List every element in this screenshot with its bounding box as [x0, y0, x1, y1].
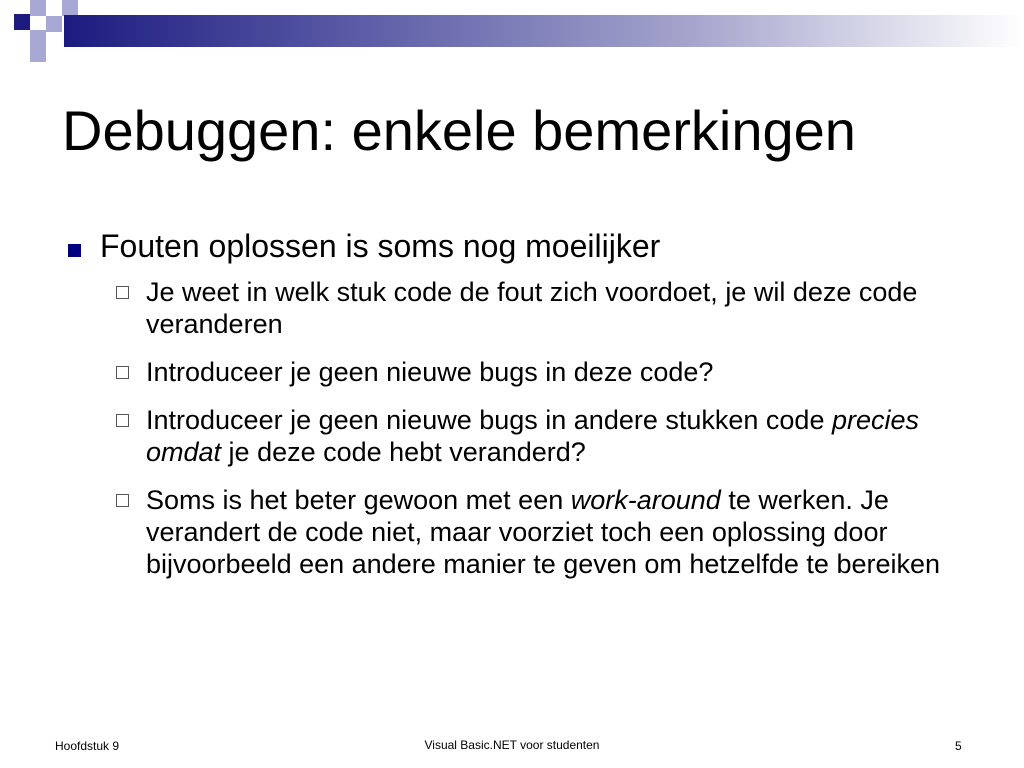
sub-bullet-emphasis: work-around [570, 485, 721, 515]
sub-bullet [62, 356, 962, 388]
sub-bullet [62, 276, 962, 340]
sub-bullet [62, 484, 962, 580]
sub-bullet-text: Soms is het beter gewoon met een [146, 485, 571, 515]
deco-square-light [46, 16, 62, 32]
sub-bullet-text: Je weet in welk stuk code de fout zich voordoet, je wil deze code veranderen [146, 277, 918, 339]
main-bullet [62, 226, 982, 266]
sub-bullet-text: je deze code hebt veranderd? [221, 437, 586, 467]
deco-square-light [30, 30, 46, 46]
slide-title: Debuggen: enkele bemerkingen [62, 99, 856, 162]
filled-square-bullet-icon [68, 244, 81, 257]
sub-bullet [62, 404, 962, 468]
sub-bullet-text: te werken. Je verandert de code niet, maar voorziet toch een oplossing door bijvoorbeeld een andere manier te geven om hetzelfde te bereiken [146, 485, 941, 579]
header-gradient-bar [64, 15, 1024, 47]
hollow-square-bullet-icon [116, 414, 129, 427]
footer-chapter: Hoofdstuk 9 [55, 739, 120, 753]
deco-square-light [62, 0, 78, 16]
hollow-square-bullet-icon [116, 286, 129, 299]
sub-bullet-list [62, 276, 982, 580]
hollow-square-bullet-icon [116, 366, 129, 379]
sub-bullet-text: Introduceer je geen nieuwe bugs in andere stukken code [146, 405, 832, 435]
main-bullet-text: Fouten oplossen is soms nog moeilijker [100, 228, 661, 264]
deco-square-light [30, 46, 46, 62]
deco-square-light [30, 0, 46, 16]
hollow-square-bullet-icon [116, 494, 129, 507]
slide-content [62, 226, 982, 596]
footer-page-number: 5 [955, 739, 962, 753]
footer-course-title: Visual Basic.NET voor studenten [424, 738, 600, 752]
sub-bullet-text: Introduceer je geen nieuwe bugs in deze code? [146, 357, 714, 387]
deco-square-navy [14, 14, 30, 30]
sub-bullet-emphasis: precies omdat [146, 405, 920, 467]
